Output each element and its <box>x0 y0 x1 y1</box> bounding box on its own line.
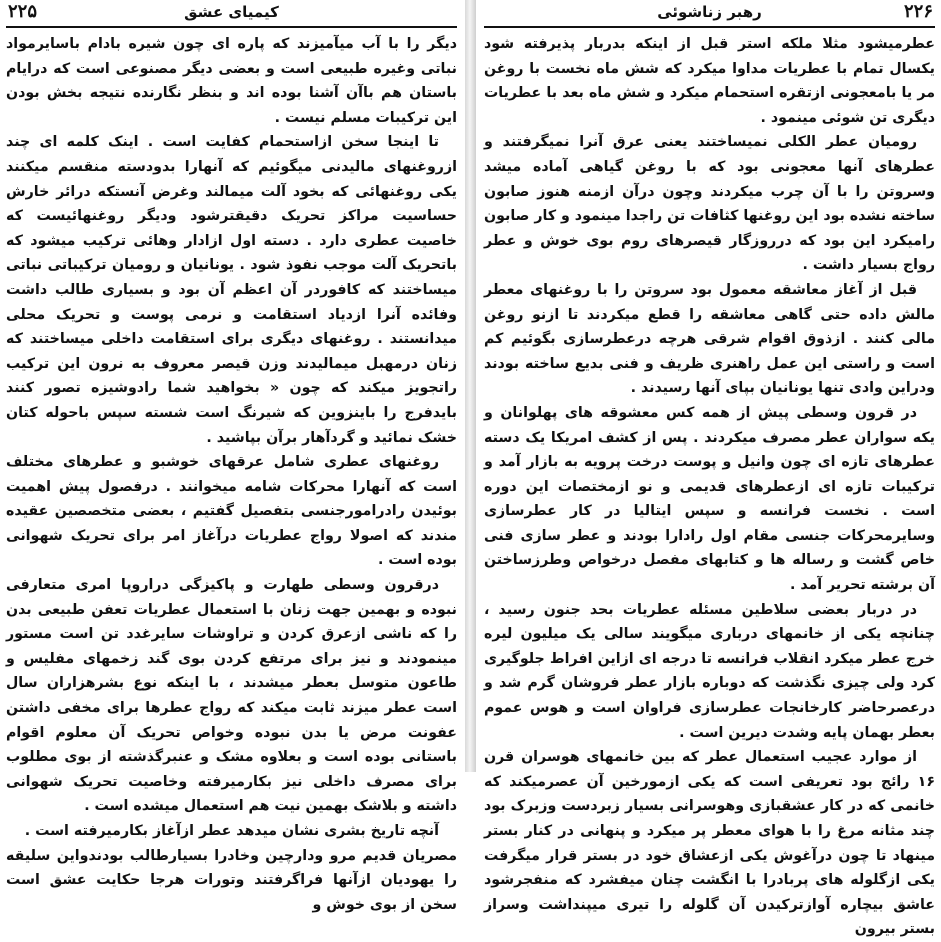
paragraph: مصریان قدیم مرو ودارچین وخادرا بسیارطالب بودندواین سلیقه را یهودیان ازآنها فراگرفتند وتورات هرجا حکایت عشق است سخن از بوی خوش و <box>6 847 457 913</box>
right-page-header <box>484 0 935 26</box>
paragraph: از موارد عجیب استعمال عطر که بین خانمهای هوسران قرن ۱۶ رائج بود تعریفی است که یکی ازمورخین آن عصرمیکند که خانمی که در کار عشقبازی وهوسرانی بسیار زبردست وزبرک بود چند مثانه مرغ را با هوای معطر پر میکرد و پنهانی در کنار بستر مینهاد تا چون درآغوش یکی ازعشاق خود در بستر قرار میگرفت یکی ازگلوله های پربادرا با انگشت چنان میفشرد که منفجرشود عاشق بیچاره آوازترکیدن آن گلوله را تیری میپنداشت وسراز بستر بیرون <box>484 749 935 938</box>
paragraph: آنچه تاریخ بشری نشان میدهد عطر ازآغاز بکارمیرفته است . <box>24 823 439 839</box>
left-running-title: کیمیای عشق <box>184 3 279 21</box>
paragraph: روغنهای عطری شامل عرقهای خوشبو و عطرهای مختلف است که آنهارا محرکات شامه میخوانند . درفصول پیش اهمیت بوئیدن رادرامورجنسی بتفصیل گفتیم ، بعضی متخصصین عقیده مندند که اصولا رواج عطریات درآغاز امر برای تحریک شهوانی بوده است . <box>6 454 457 569</box>
left-page <box>0 0 465 913</box>
right-page <box>476 0 941 938</box>
right-page-body <box>484 32 935 942</box>
paragraph: درقرون وسطی طهارت و پاکیزگی دراروپا امری متعارفی نبوده و بهمین جهت زنان با استعمال عطریات تعفن طبیعی بدن را که ناشی ازعرق کردن و تراوشات سایرغدد تن است مستور مینمودند و نیز برای مرتفع کردن بوی گند زخمهای مفلیس و طاعون متوسل بعطر میشدند ، با اینکه نوع بشرهزاران سال است عطر میزند ثابت میکند که رواج عطرها برای مخفی داشتن عفونت مرض یا بدن نبوده وخواص تحریک آن معلوم اقوام باستانی بوده است و بعلاوه مشک و عنبرگذشته از بوی مطلوب برای مصرف داخلی نیز بکارمیرفته وخاصیت تحریک شهوانی داشته و بلاشک بهمین نیت هم استعمال میشده است . <box>6 577 457 815</box>
book-gutter <box>465 0 476 772</box>
paragraph: در دربار بعضی سلاطین مسئله عطریات بحد جنون رسید ، چنانچه یکی از خانمهای درباری میگویند سالی یک میلیون لیره خرج عطر میکرد انقلاب فرانسه تا درجه ای ازاین افراط جلوگیری کرد ولی چیزی نگذشت که دوباره بازار عطر فروشان گرم شد و درعصرحاضر کارخانجات عطرسازی فراوان است و هوس عموم بعطر بهمان پایه وشدت دیرین است . <box>484 601 935 741</box>
paragraph: دیگر را با آب میآمیزند که پاره ای چون شیره بادام باسایرمواد نباتی وغیره طبیعی است و بعضی دیگر مصنوعی است که درایام باستان هم باآن آشنا بوده اند و بنظر نگارنده نتیجه بخش بودن این ترکیبات مسلم نیست . <box>6 36 457 126</box>
left-page-header <box>6 0 457 26</box>
left-page-number: ۲۲۵ <box>8 1 38 22</box>
paragraph: در قرون وسطی پیش از همه کس معشوقه های پهلوانان و یکه سواران عطر مصرف میکردند . پس از کشف امریکا یک دسته عطرهای تازه ای چون وانیل و پوست درخت پرویه به بازار آمد و ترکیبات تازه ای ازعطرهای قدیمی و نو ازمختصات این دوره است . نخست فرانسه و سپس ایتالیا در کار عطرسازی وسایرمحرکات جنسی مقام اول رادارا بودند و عطر سازی فنی خاص گشت و رساله ها و کتابهای مفصل درخواص وطرزساختن آن برشته تحریر آمد . <box>484 404 935 594</box>
right-running-title: رهبر زناشوئی <box>657 3 762 21</box>
right-page-number: ۲۲۶ <box>903 1 933 22</box>
right-header-rule <box>484 26 935 28</box>
left-header-rule <box>6 26 457 28</box>
paragraph: رومیان عطر الکلی نمیساختند یعنی عرق آنرا نمیگرفتند و عطرهای آنها معجونی بود که با روغن گیاهی آماده میشد وسروتن را با آن چرب میکردند وچون درآن ازمنه هنوز صابون ساخته نشده بود این روغنها کثافات تن راجدا مینمود و کار صابون رامیکرد این بود که درروزگار قیصرهای روم بوی خوش و عطر رواج بسیار داشت . <box>484 134 935 274</box>
left-page-body <box>6 32 457 917</box>
paragraph: تا اینجا سخن ازاستحمام کفایت است . اینک کلمه ای چند ازروغنهای مالیدنی میگوئیم که آنهارا بدودسته منقسم میکنند یکی روغنهائی که بخود آلت میمالند وغرض آنستکه درائر خارش حساسیت مراکز تحریک دقیقترشود ودیگر روغنهائیست که خاصیت عطری دارد . دسته اول ازادار وهائی ترکیب میشود که باتحریک آلت موجب نفوذ شود . یونانیان و رومیان ترکیباتی نباتی میساختند که کافوردر آن اعظم آن بود و بسیاری طالب داشت وفائده آنرا ازدیاد استقامت و نرمی پوست و تحریک محلی میدانستند . روغنهای دیگری برای استقامت داخلی میساختند که زنان درمهبل میمالیدند وزن قیصر معروف به نرون این ترکیب راتجویز میکند که چون « بخواهید شما رادوشیزه تصور کنند بایدفرج را باینزوین که شیرنگ است شسته سپس باحوله کتان خشک نمائید و گردآهار برآن بپاشید . <box>6 134 457 446</box>
paragraph: قبل از آغاز معاشقه معمول بود سروتن را با روغنهای معطر مالش داده حتی گاهی معاشقه را قطع میکردند تا ازنو روغن مالی کنند . ازذوق اقوام شرقی هرچه درعطرسازی بگوئیم کم است و راستی این عمل راهنری ظریف و فنی بدیع ساخته بودند ودراین وادی تنها یونانیان بپای آنها رسیدند . <box>484 281 935 397</box>
paragraph: عطرمیشود مثلا ملکه استر قبل از اینکه بدربار پذیرفته شود یکسال تمام با عطریات مداوا میکرد که شش ماه نخست با روغن مر یا بامعجونی ازتقره استحمام میکرد و شش ماه بعد با عطریات دیگری تن شوئی مینمود . <box>484 36 935 126</box>
